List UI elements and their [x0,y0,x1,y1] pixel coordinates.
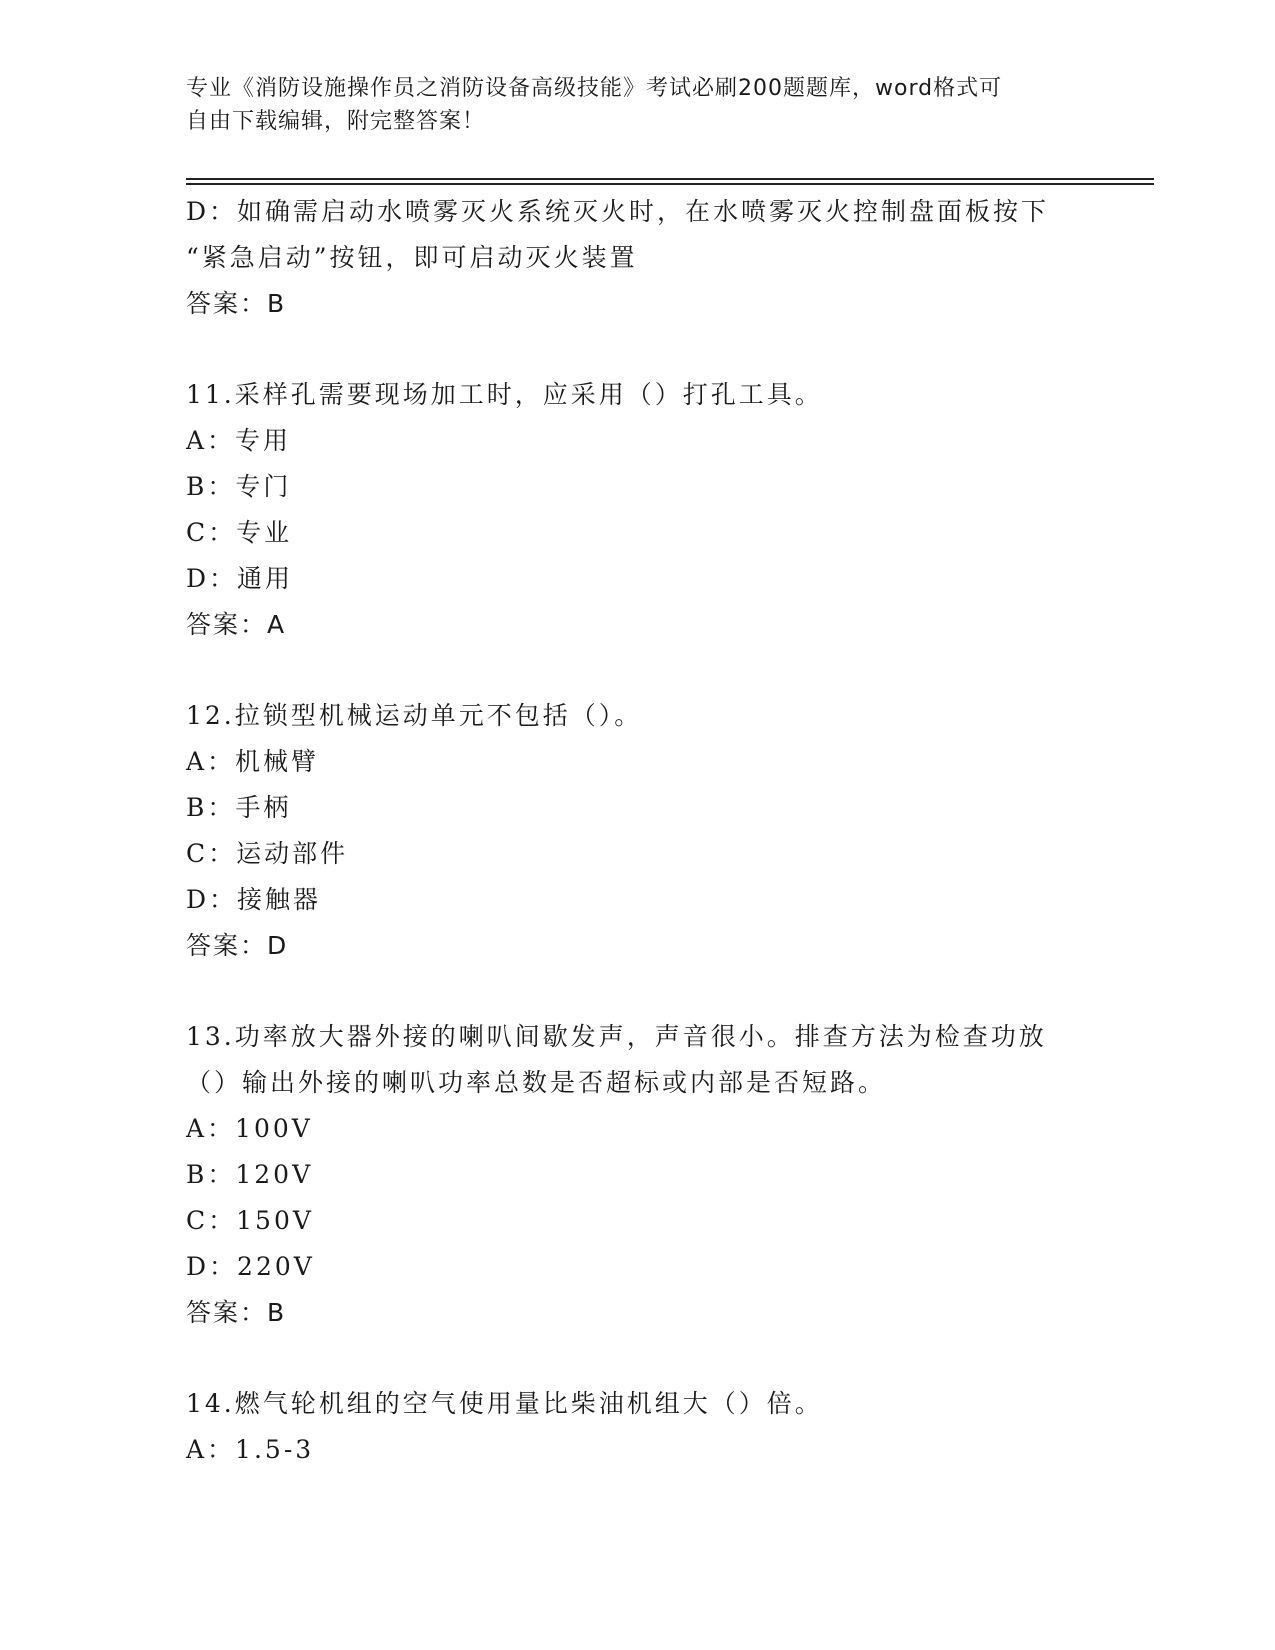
option-a: A：机械臂 [186,747,320,776]
header-line-2: 自由下载编辑，附完整答案！ [186,109,486,134]
carryover-question [186,189,1106,327]
option-a: A：专用 [186,426,292,455]
option-d-continued: “紧急启动”按钮，即可启动灭火装置 [186,243,638,272]
option-c: C：150V [186,1206,314,1235]
question-stem: 12.拉锁型机械运动单元不包括（）。 [186,701,643,730]
header-line-1: 专业《消防设施操作员之消防设备高级技能》考试必刷200题题库，word格式可 [186,76,1003,101]
answer: 答案：B [186,289,287,318]
question-stem: 13.功率放大器外接的喇叭间歇发声，声音很小。排查方法为检查功放 [186,1022,1047,1051]
header-divider-top [186,178,1154,180]
option-b: B：手柄 [186,793,292,822]
question-stem: 14.燃气轮机组的空气使用量比柴油机组大（）倍。 [186,1389,823,1418]
option-a: A：100V [186,1114,313,1143]
question-12 [186,693,1106,969]
question-14 [186,1381,1106,1473]
question-13 [186,1014,1106,1336]
option-c: C：专业 [186,518,293,547]
question-stem-continued: （）输出外接的喇叭功率总数是否超标或内部是否短路。 [186,1068,887,1097]
option-d: D：接触器 [186,885,322,914]
option-b: B：专门 [186,472,292,501]
document-header [186,72,1066,138]
option-d: D：通用 [186,564,294,593]
option-d: D：220V [186,1252,315,1281]
answer: 答案：B [186,1298,287,1327]
question-stem: 11.采样孔需要现场加工时，应采用（）打孔工具。 [186,380,823,409]
option-c: C：运动部件 [186,839,349,868]
header-divider-bottom [186,183,1154,185]
question-11 [186,372,1106,648]
answer: 答案：A [186,610,287,639]
option-d: D：如确需启动水喷雾灭火系统灭火时，在水喷雾灭火控制盘面板按下 [186,197,1050,226]
question-list [186,189,1106,1473]
answer: 答案：D [186,931,289,960]
option-a: A：1.5-3 [186,1435,315,1464]
option-b: B：120V [186,1160,314,1189]
